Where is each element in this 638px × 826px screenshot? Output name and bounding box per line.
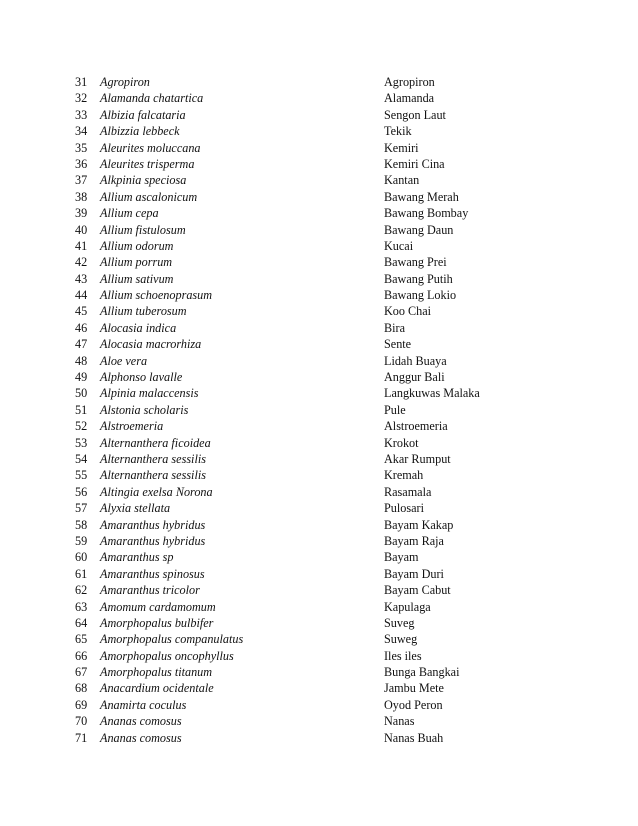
list-item [0,205,638,221]
scientific-name: Amorphopalus companulatus [100,632,244,647]
list-item [0,222,638,238]
scientific-name: Allium porrum [100,255,173,270]
common-name: Kantan [384,173,420,188]
list-item [0,336,638,352]
common-name: Alstroemeria [384,419,448,434]
row-number: 36 [75,156,88,171]
list-item [0,140,638,156]
list-item [0,369,638,385]
scientific-name: Amorphopalus oncophyllus [100,648,234,663]
row-number: 54 [75,451,88,466]
scientific-name: Amomum cardamomum [100,599,216,614]
row-number: 31 [75,75,88,89]
list-item [0,435,638,451]
scientific-name: Anacardium ocidentale [100,681,214,696]
scientific-name: Alphonso lavalle [100,370,183,385]
common-name: Nanas [384,714,415,729]
common-name: Kemiri [384,140,419,155]
common-name: Sengon Laut [384,107,446,122]
list-item [0,500,638,516]
row-number: 57 [75,501,88,516]
scientific-name: Allium fistulosum [100,222,186,237]
list-item [0,123,638,139]
common-name: Langkuwas Malaka [384,386,480,401]
scientific-name: Albizia falcataria [100,107,186,122]
row-number: 62 [75,583,88,598]
common-name: Bayam Kakap [384,517,454,532]
row-number: 69 [75,697,88,712]
scientific-name: Allium schoenoprasum [100,288,213,303]
common-name: Agropiron [384,75,435,89]
common-name: Bawang Lokio [384,288,457,303]
list-item [0,549,638,565]
row-number: 53 [75,435,88,450]
plant-list [0,74,638,746]
common-name: Akar Rumput [384,451,451,466]
list-item [0,271,638,287]
scientific-name: Aloe vera [100,353,148,368]
scientific-name: Amaranthus spinosus [100,566,205,581]
common-name: Bawang Putih [384,271,453,286]
scientific-name: Amaranthus tricolor [100,583,200,598]
row-number: 45 [75,304,88,319]
row-number: 68 [75,681,88,696]
common-name: Kremah [384,468,424,483]
row-number: 50 [75,386,88,401]
list-item [0,664,638,680]
scientific-name: Allium sativum [100,271,174,286]
scientific-name: Alkpinia speciosa [100,173,187,188]
list-item [0,303,638,319]
list-item [0,287,638,303]
row-number: 35 [75,140,88,155]
row-number: 40 [75,222,88,237]
list-item [0,402,638,418]
scientific-name: Allium tuberosum [100,304,187,319]
row-number: 41 [75,238,88,253]
row-number: 37 [75,173,88,188]
list-item [0,238,638,254]
scientific-name: Altingia exelsa Norona [100,484,213,499]
row-number: 42 [75,255,88,270]
row-number: 64 [75,615,88,630]
scientific-name: Amaranthus sp [100,550,174,565]
row-number: 56 [75,484,88,499]
scientific-name: Alstroemeria [100,419,164,434]
list-item [0,172,638,188]
common-name: Bawang Daun [384,222,454,237]
row-number: 63 [75,599,88,614]
row-number: 66 [75,648,88,663]
list-item [0,451,638,467]
list-item [0,254,638,270]
row-number: 48 [75,353,88,368]
list-item [0,320,638,336]
scientific-name: Alyxia stellata [100,501,171,516]
scientific-name: Amaranthus hybridus [100,533,206,548]
list-item [0,648,638,664]
scientific-name: Alternanthera sessilis [100,451,206,466]
common-name: Bawang Merah [384,189,459,204]
row-number: 65 [75,632,88,647]
list-item [0,467,638,483]
list-item [0,631,638,647]
common-name: Pule [384,402,406,417]
common-name: Alamanda [384,91,435,106]
common-name: Bayam [384,550,419,565]
list-item [0,484,638,500]
common-name: Suveg [384,615,415,630]
row-number: 59 [75,533,88,548]
common-name: Kucai [384,238,414,253]
list-item [0,90,638,106]
row-number: 55 [75,468,88,483]
common-name: Bayam Raja [384,533,444,548]
list-item [0,418,638,434]
scientific-name: Alocasia macrorhiza [100,337,202,352]
common-name: Tekik [384,124,412,139]
list-item [0,599,638,615]
list-item [0,730,638,746]
scientific-name: Aleurites moluccana [100,140,201,155]
common-name: Kemiri Cina [384,156,445,171]
common-name: Lidah Buaya [384,353,447,368]
list-item [0,107,638,123]
common-name: Bira [384,320,405,335]
scientific-name: Allium ascalonicum [100,189,198,204]
row-number: 44 [75,288,88,303]
row-number: 47 [75,337,88,352]
row-number: 70 [75,714,88,729]
row-number: 51 [75,402,88,417]
common-name: Suweg [384,632,418,647]
row-number: 34 [75,124,88,139]
common-name: Oyod Peron [384,697,443,712]
common-name: Bayam Cabut [384,583,451,598]
list-item [0,385,638,401]
common-name: Koo Chai [384,304,432,319]
scientific-name: Amorphopalus bulbifer [100,615,214,630]
list-item [0,680,638,696]
scientific-name: Alstonia scholaris [100,402,189,417]
scientific-name: Alternanthera sessilis [100,468,206,483]
scientific-name: Agropiron [100,75,150,89]
common-name: Bawang Prei [384,255,447,270]
row-number: 32 [75,91,88,106]
row-number: 46 [75,320,88,335]
scientific-name: Allium cepa [100,206,159,221]
scientific-name: Albizzia lebbeck [100,124,180,139]
common-name: Bayam Duri [384,566,444,581]
common-name: Iles iles [384,648,422,663]
row-number: 38 [75,189,88,204]
scientific-name: Alocasia indica [100,320,177,335]
common-name: Krokot [384,435,419,450]
common-name: Anggur Bali [384,370,445,385]
list-item [0,74,638,90]
row-number: 43 [75,271,88,286]
scientific-name: Alamanda chatartica [100,91,204,106]
row-number: 61 [75,566,88,581]
common-name: Jambu Mete [384,681,444,696]
scientific-name: Ananas comosus [100,714,182,729]
scientific-name: Alternanthera ficoidea [100,435,211,450]
common-name: Kapulaga [384,599,431,614]
scientific-name: Amaranthus hybridus [100,517,206,532]
common-name: Pulosari [384,501,424,516]
list-item [0,582,638,598]
list-item [0,517,638,533]
list-item [0,156,638,172]
common-name: Bawang Bombay [384,206,469,221]
common-name: Rasamala [384,484,432,499]
row-number: 60 [75,550,88,565]
scientific-name: Anamirta coculus [100,697,187,712]
common-name: Bunga Bangkai [384,665,460,680]
list-item [0,566,638,582]
scientific-name: Ananas comosus [100,730,182,745]
common-name: Sente [384,337,412,352]
row-number: 67 [75,665,88,680]
list-item [0,615,638,631]
row-number: 71 [75,730,88,745]
row-number: 58 [75,517,88,532]
scientific-name: Amorphopalus titanum [100,665,213,680]
list-item [0,533,638,549]
row-number: 33 [75,107,88,122]
row-number: 52 [75,419,88,434]
scientific-name: Allium odorum [100,238,174,253]
scientific-name: Aleurites trisperma [100,156,195,171]
list-item [0,189,638,205]
list-item [0,697,638,713]
common-name: Nanas Buah [384,730,444,745]
row-number: 49 [75,370,88,385]
list-item [0,353,638,369]
list-item [0,713,638,729]
scientific-name: Alpinia malaccensis [100,386,199,401]
row-number: 39 [75,206,88,221]
